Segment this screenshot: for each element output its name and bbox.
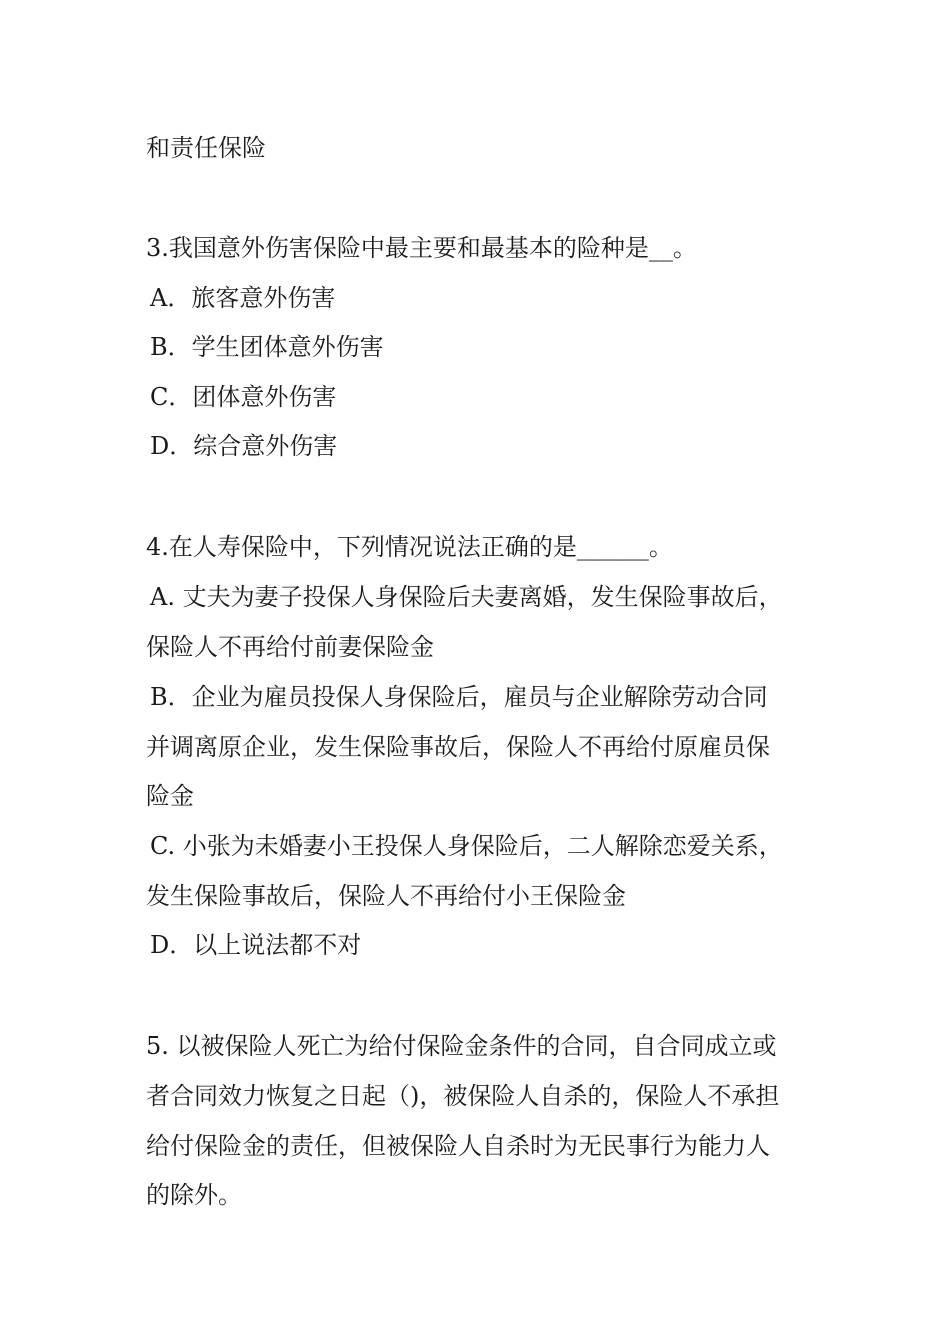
question-5-stem-line-2: 者合同效力恢复之日起（)，被保险人自杀的，保险人不承担 bbox=[146, 1082, 780, 1110]
question-4-option-c-line-1: C. 小张为未婚妻小王投保人身保险后，二人解除恋爱关系， bbox=[150, 832, 783, 860]
question-5-stem-line-4: 的除外。 bbox=[146, 1181, 242, 1209]
question-4-stem: 4.在人寿保险中，下列情况说法正确的是______。 bbox=[146, 533, 673, 561]
question-4-option-a-line-1: A. 丈夫为妻子投保人身保险后夫妻离婚，发生保险事故后， bbox=[150, 583, 783, 611]
question-5-stem-line-3: 给付保险金的责任，但被保险人自杀时为无民事行为能力人 bbox=[146, 1132, 770, 1160]
question-3-option-c: C．团体意外伤害 bbox=[150, 383, 337, 411]
question-4-option-c-line-2: 发生保险事故后，保险人不再给付小王保险金 bbox=[146, 882, 626, 910]
question-4-option-a-line-2: 保险人不再给付前妻保险金 bbox=[146, 633, 434, 661]
question-3-option-b: B．学生团体意外伤害 bbox=[150, 333, 384, 361]
question-3-option-a: A．旅客意外伤害 bbox=[150, 284, 336, 312]
question-3-stem: 3.我国意外伤害保险中最主要和最基本的险种是__。 bbox=[146, 234, 697, 262]
continuation-text: 和责任保险 bbox=[146, 134, 266, 162]
question-4-option-d: D．以上说法都不对 bbox=[150, 931, 362, 959]
question-5-stem-line-1: 5. 以被保险人死亡为给付保险金条件的合同，自合同成立或 bbox=[146, 1032, 777, 1060]
question-4-option-b-line-1: B．企业为雇员投保人身保险后，雇员与企业解除劳动合同 bbox=[150, 683, 768, 711]
question-4-option-b-line-3: 险金 bbox=[146, 782, 194, 810]
question-3-option-d: D．综合意外伤害 bbox=[150, 432, 338, 460]
question-4-option-b-line-2: 并调离原企业，发生保险事故后，保险人不再给付原雇员保 bbox=[146, 733, 770, 761]
